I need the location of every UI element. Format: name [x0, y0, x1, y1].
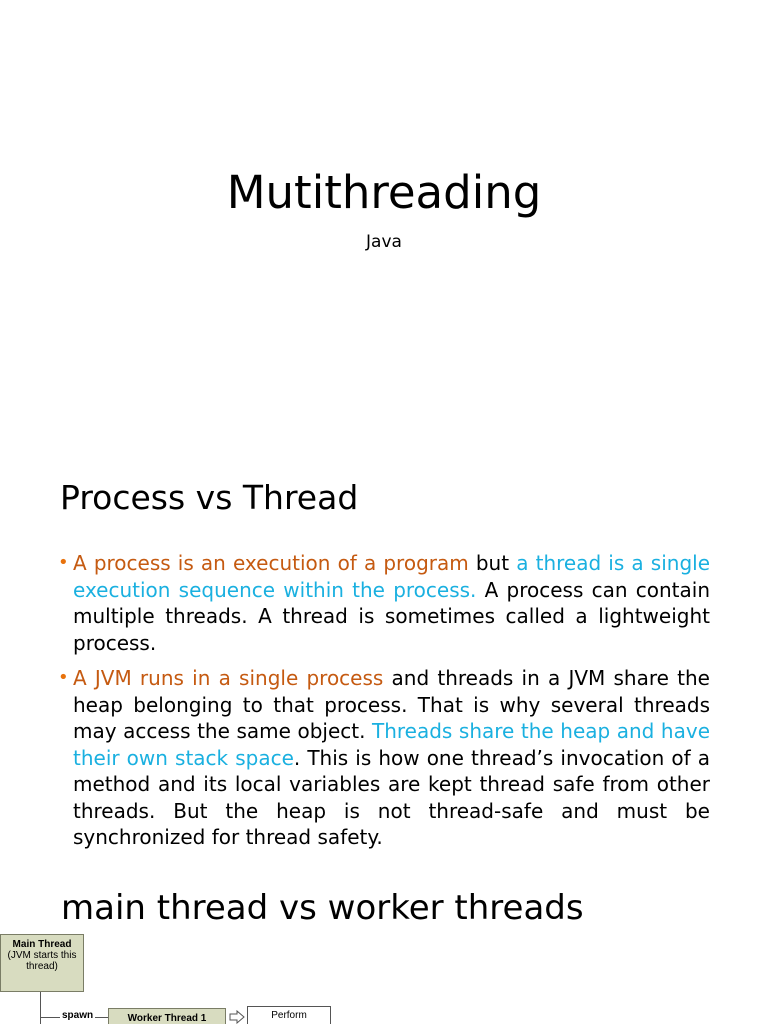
bullet-text: and threads in a JVM share the heap belonging to that process. That is why several threads may access the same object. — [73, 666, 710, 743]
bullet-text: . This is how one thread’s invocation of a method and its local variables are kept thread safe from other threads. But the heap is not thread-safe and must be synchronized for thread safety. — [73, 745, 710, 849]
bullet-text: A process can contain multiple threads. A thread is sometimes called a lightweight process. — [73, 577, 710, 655]
bullet-text-highlight: Threads share the heap and have their own stack space — [73, 719, 711, 770]
perform-box — [247, 1006, 331, 1024]
bullet-text-highlight: a thread is a single execution sequence within the process. — [73, 551, 710, 602]
bullet-icon: • — [58, 667, 69, 688]
main-thread-title: Main Thread — [12, 939, 72, 950]
main-thread-box — [0, 934, 84, 992]
spawn-label: spawn — [62, 1010, 94, 1021]
presentation-title: Mutithreading — [226, 166, 542, 219]
worker-thread-box — [108, 1008, 226, 1024]
presentation-subtitle: Java — [366, 232, 402, 252]
worker-thread-title: Worker Thread 1 — [127, 1013, 207, 1024]
bullet-text: but — [468, 551, 517, 575]
slide-heading: main thread vs worker threads — [61, 888, 584, 928]
process-vs-thread-slide — [0, 440, 768, 864]
main-vs-worker-slide — [0, 866, 768, 1024]
bullet-text-highlight: A process is an execution of a program — [73, 551, 469, 575]
bullet-list — [58, 550, 710, 860]
main-thread-note: (JVM starts this thread) — [7, 950, 77, 972]
thread-diagram — [0, 934, 340, 1024]
slide-heading: Process vs Thread — [60, 478, 359, 517]
title-slide — [0, 0, 768, 434]
bullet-icon: • — [58, 552, 69, 573]
perform-label: Perform — [271, 1010, 307, 1021]
bullet-item — [58, 665, 710, 851]
connector-line — [40, 992, 41, 1024]
arrow-right-icon — [229, 1010, 245, 1024]
bullet-item — [58, 550, 710, 656]
bullet-text-highlight: A JVM runs in a single process — [73, 666, 384, 690]
